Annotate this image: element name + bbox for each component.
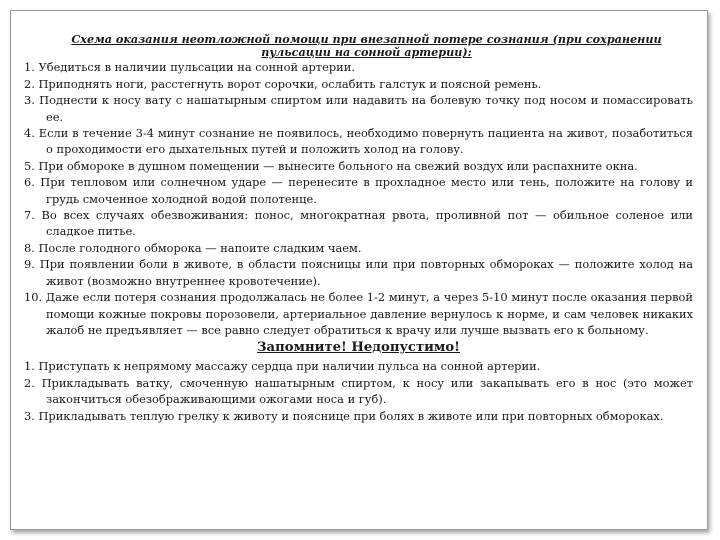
step-4: 4. Если в течение 3-4 минут сознание не появилось, необходимо повернуть пациента на живот, позаботиться о проходимости его дыхательных путей и положить холод на голову. — [24, 126, 693, 157]
warning-2: 2. Прикладывать ватку, смоченную нашатырным спиртом, к носу или закапывать его в нос (это может закончиться обезображивающими ожогами носа и губ). — [24, 375, 693, 407]
warning-3: 3. Прикладывать теплую грелку к животу и пояснице при болях в животе или при повторных обмороках. — [24, 408, 664, 423]
step-9: 9. При появлении боли в животе, в области поясницы или при повторных обмороках — положите холод на живот (возможно внутреннее кровотечение). — [24, 257, 693, 288]
step-5: 5. При обмороке в душном помещении — вынесите больного на свежий воздух или распахните окна. — [24, 158, 638, 173]
step-10: 10. Даже если потеря сознания продолжалась не более 1-2 минут, а через 5-10 минут после оказания первой помощи кожные покровы порозовели, артериальное давление вернулось к норме, и сам человек никаких жалоб не предъявляет — все равно следует обратиться к врачу или лучше вызвать его к больному. — [24, 290, 693, 337]
prohibited-actions — [24, 358, 693, 424]
step-8: 8. После голодного обморока — напоите сладким чаем. — [24, 240, 362, 255]
document-body — [24, 33, 693, 424]
step-3: 3. Поднести к носу вату с нашатырным спиртом или надавить на болевую точку под носом и помассировать ее. — [24, 93, 693, 124]
warning-heading: Запомните! Недопустимо! — [257, 340, 460, 356]
step-6: 6. При тепловом или солнечном ударе — перенесите в прохладное место или тень, положите на голову и грудь смоченное холодной водой полотенце. — [24, 175, 693, 206]
warning-1: 1. Приступать к непрямому массажу сердца при наличии пульса на сонной артерии. — [24, 359, 541, 374]
step-2: 2. Приподнять ноги, расстегнуть ворот сорочки, ослабить галстук и поясной ремень. — [24, 76, 542, 91]
step-7: 7. Во всех случаях обезвоживания: понос, многократная рвота, проливной пот — обильное соленое или сладкое питье. — [24, 208, 693, 239]
step-1: 1. Убедиться в наличии пульсации на сонной артерии. — [24, 60, 355, 75]
first-aid-steps — [24, 59, 693, 338]
document-title: Схема оказания неотложной помощи при внезапной потере сознания (при сохранении пульсации на сонной артерии): — [71, 32, 662, 60]
